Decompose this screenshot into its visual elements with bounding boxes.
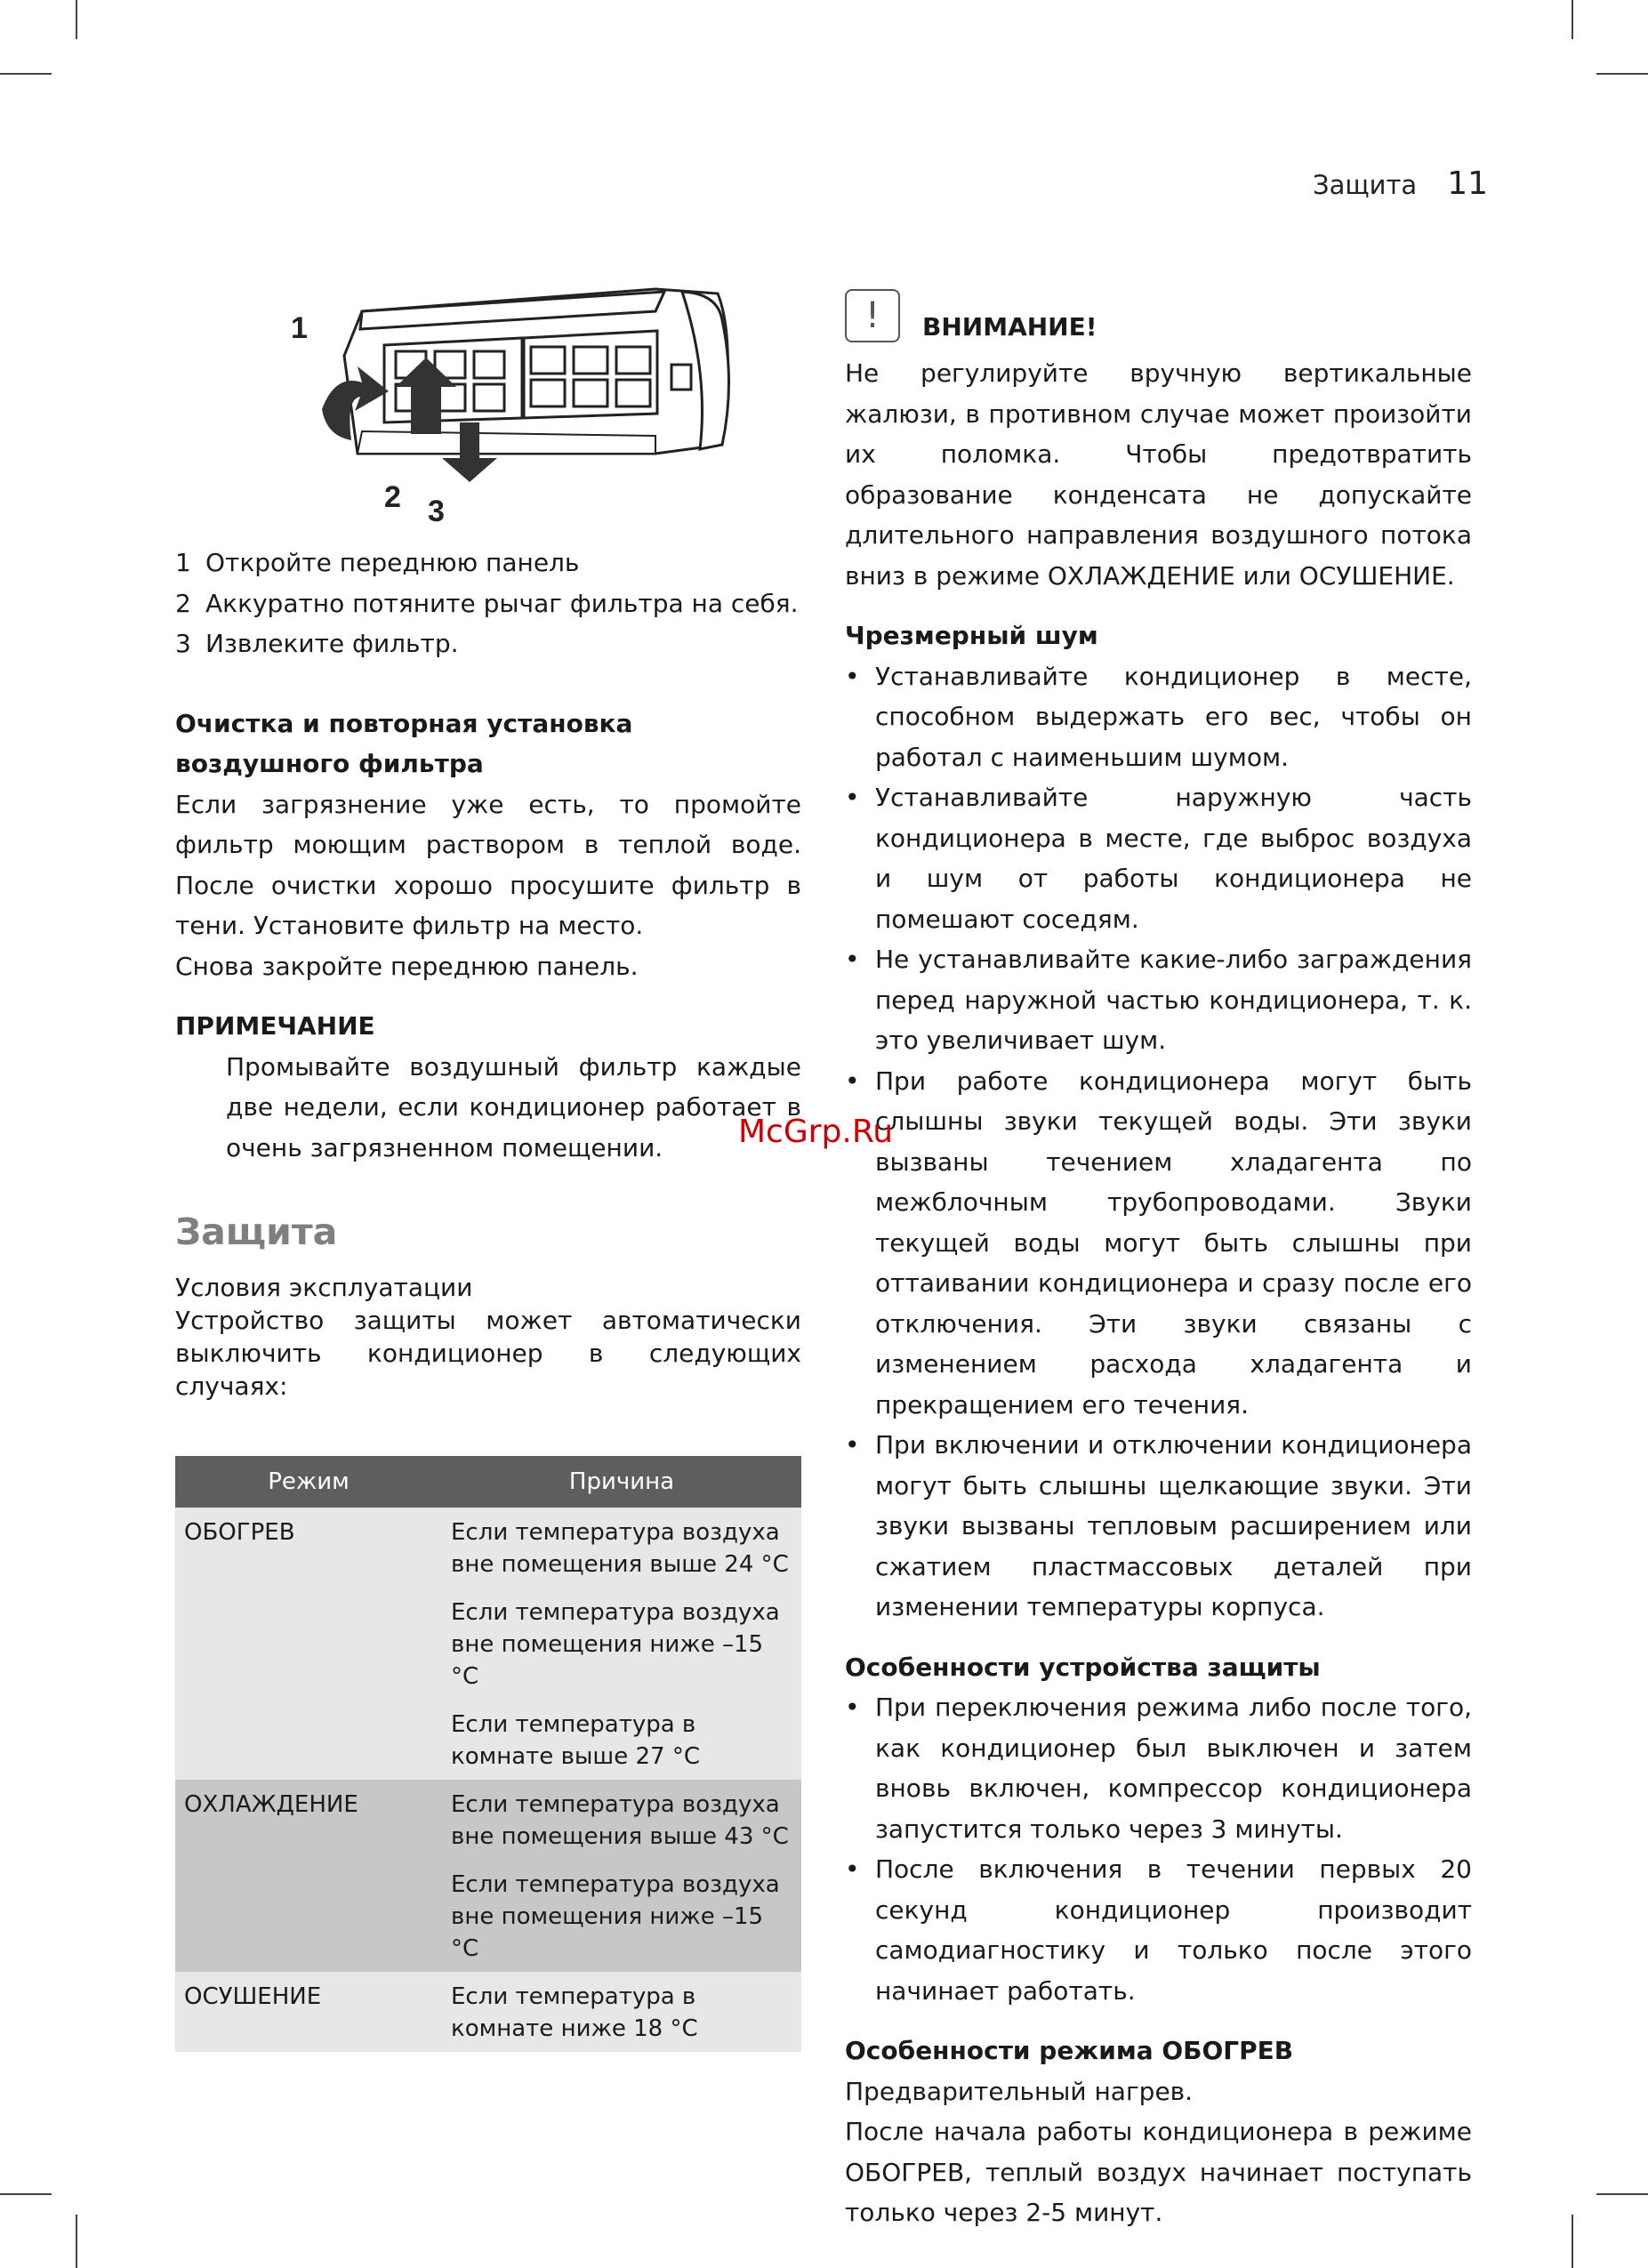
table-header-row (175, 1456, 801, 1508)
warning-body: Не регулируйте вручную вертикальные жалюзи, в противном случае может произойти их поломка. Чтобы предотвратить образование конденсата не допускайте длительного направления воздушного потока вниз в режиме ОХЛАЖДЕНИЕ или ОСУШЕНИЕ. (845, 358, 1472, 591)
noise-list (845, 656, 1472, 1628)
left-column (175, 267, 801, 2052)
heating-body: После начала работы кондиционера в режиме ОБОГРЕВ, теплый воздух начинает поступать только через 2-5 минут. (845, 2117, 1472, 2227)
noise-heading: Чрезмерный шум (845, 621, 1098, 650)
table-cell-mode (175, 1700, 442, 1780)
table-cell-reason: Если температура в комнате ниже 18 °C (442, 1972, 801, 2052)
step-text: Извлеките фильтр. (205, 629, 459, 658)
cleaning-body: Если загрязнение уже есть, то промойте фильтр моющим раствором в теплой воде. После очистки хорошо просушите фильтр в тени. Установите фильтр на место. (175, 789, 801, 940)
table-cell-mode: ОБОГРЕВ (175, 1508, 442, 1588)
crop-mark (76, 2215, 77, 2268)
note-body: Промывайте воздушный фильтр каждые две недели, если кондиционер работает в очень загрязненном помещении. (226, 1051, 801, 1162)
warning-title: ВНИМАНИЕ! (922, 312, 1097, 342)
list-item: • После включения в течении первых 20 секунд кондиционер производит самодиагностику и только после этого начинает работать. (845, 1849, 1472, 2011)
list-item: • При включении и отключении кондиционера могут быть слышны щелкающие звуки. Эти звуки вызваны тепловым расширением или сжатием пластмассовых деталей при изменении температуры корпуса. (845, 1425, 1472, 1628)
crop-mark (0, 73, 52, 75)
table-cell-reason: Если температура воздуха вне помещения выше 43 °C (442, 1780, 801, 1860)
protection-heading: Защита (175, 1210, 338, 1253)
heating-line: Предварительный нагрев. (845, 2076, 1194, 2106)
table-row (175, 1588, 801, 1700)
filter-steps (175, 543, 801, 664)
table-cell-mode: ОСУШЕНИЕ (175, 1972, 442, 2052)
crop-mark (1572, 2215, 1573, 2268)
crop-mark (76, 0, 77, 39)
step-number: 3 (175, 629, 191, 658)
table-cell-reason: Если температура воздуха вне помещения выше 24 °C (442, 1508, 801, 1588)
step-number: 1 (175, 548, 191, 577)
figure-label-2: 2 (384, 480, 401, 514)
protection-features-heading: Особенности устройства защиты (845, 1652, 1321, 1682)
note-heading: ПРИМЕЧАНИЕ (175, 1011, 375, 1041)
crop-mark (1572, 0, 1573, 39)
list-item: • Устанавливайте наружную часть кондиционера в месте, где выброс воздуха и шум от работы кондиционера не помешают соседям. (845, 777, 1472, 939)
cleaning-body-2: Снова закройте переднюю панель. (175, 951, 639, 981)
protection-intro: Устройство защиты может автоматически выключить кондиционер в следующих случаях: (175, 1306, 801, 1401)
table-cell-reason: Если температура воздуха вне помещения ниже –15 °C (442, 1588, 801, 1700)
step-text: Откройте переднюю панель (205, 548, 580, 577)
table-row (175, 1700, 801, 1780)
step-text: Аккуратно потяните рычаг фильтра на себя. (205, 588, 799, 618)
warning-header (845, 271, 1472, 342)
table-header-mode: Режим (175, 1456, 442, 1508)
crop-mark (1596, 73, 1648, 75)
table-row (175, 1860, 801, 1972)
figure-label-3: 3 (428, 495, 445, 528)
right-column (845, 271, 1472, 2233)
list-item: • При переключения режима либо после того, как кондиционер был выключен и затем вновь включен, компрессор кондиционера запустится только через 3 минуты. (845, 1687, 1472, 1849)
protection-features-list (845, 1687, 1472, 2011)
table-cell-mode (175, 1860, 442, 1972)
air-conditioner-diagram (237, 267, 771, 534)
running-header (1313, 165, 1488, 202)
crop-mark (1596, 2193, 1648, 2195)
list-item: • Устанавливайте кондиционер в месте, способном выдержать его вес, чтобы он работал с наименьшим шумом. (845, 656, 1472, 778)
table-row (175, 1780, 801, 1860)
list-item: • Не устанавливайте какие-либо заграждения перед наружной частью кондиционера, т. к. это увеличивает шум. (845, 939, 1472, 1061)
table-cell-mode: ОХЛАЖДЕНИЕ (175, 1780, 442, 1860)
step-item (175, 583, 801, 624)
header-section: Защита (1312, 170, 1418, 200)
cleaning-heading: Очистка и повторная установка воздушного фильтра (175, 708, 633, 778)
figure-label-1: 1 (291, 311, 308, 345)
step-number: 2 (175, 588, 191, 618)
table-header-reason: Причина (442, 1456, 801, 1508)
exclamation-icon: ! (864, 295, 880, 336)
table-cell-reason: Если температура в комнате выше 27 °C (442, 1700, 801, 1780)
step-item (175, 623, 801, 664)
protection-table (175, 1456, 801, 2052)
crop-mark (0, 2193, 52, 2195)
step-item (175, 543, 801, 583)
heating-heading: Особенности режима ОБОГРЕВ (845, 2036, 1294, 2065)
table-cell-mode (175, 1588, 442, 1700)
list-item: • При работе кондиционера могут быть слышны звуки текущей воды. Эти звуки вызваны течением хладагента по межблочным трубопроводами. Звуки текущей воды могут быть слышны при оттаивании кондиционера и сразу после его отключения. Эти звуки связаны с изменением расхода хладагента и прекращением его течения. (845, 1061, 1472, 1426)
table-row (175, 1508, 801, 1588)
table-row (175, 1972, 801, 2052)
watermark-text: McGrp.Ru (738, 1114, 894, 1150)
page-number: 11 (1447, 165, 1488, 202)
protection-subtitle: Условия эксплуатации (175, 1273, 473, 1302)
table-cell-reason: Если температура воздуха вне помещения ниже –15 °C (442, 1860, 801, 1972)
warning-icon (845, 289, 900, 342)
filter-removal-illustration (237, 267, 771, 534)
